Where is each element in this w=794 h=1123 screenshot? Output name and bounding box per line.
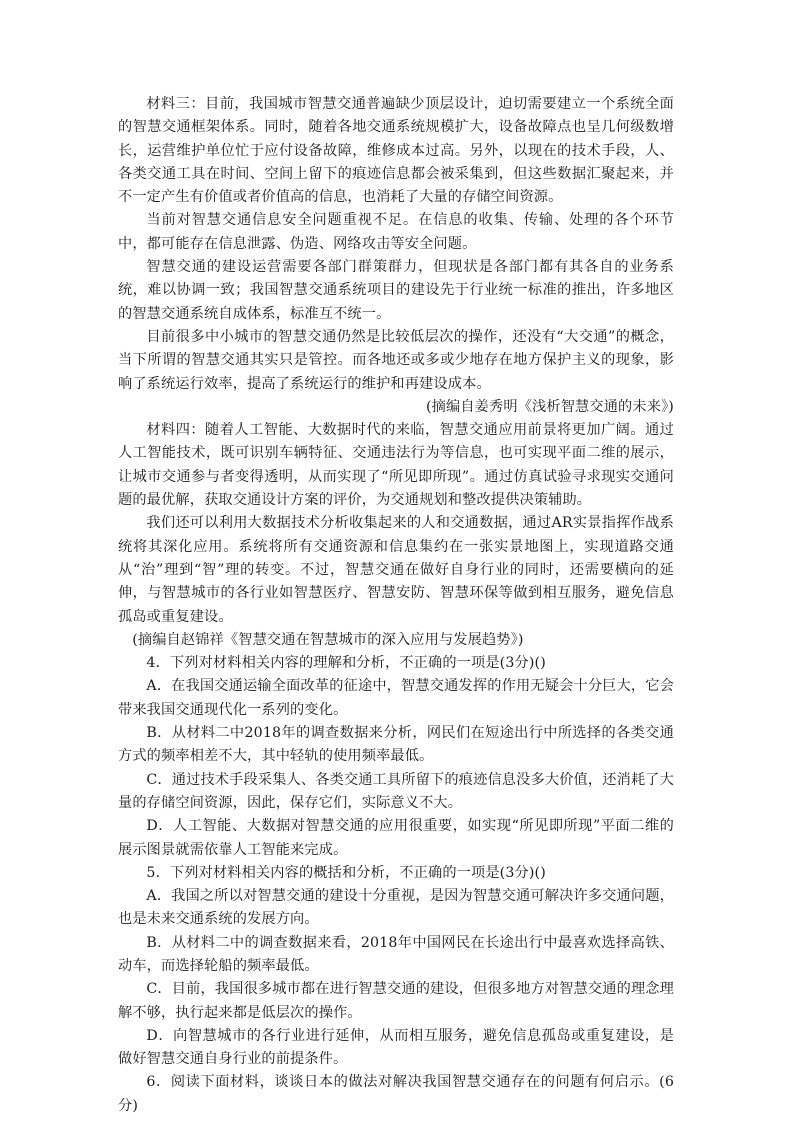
paragraph-coordination: 智慧交通的建设运营需要各部门群策群力，但现状是各部门都有其各自的业务系统，难以协调一致；我国智慧交通系统项目的建设先于行业统一标准的推出，许多地区的智慧交通系统自成体系，标准互不统一。: [118, 259, 674, 322]
question-4-stem: 4．下列对材料相关内容的理解和分析，不正确的一项是(3分)(): [146, 655, 546, 672]
question-4-option-c: C．通过技术手段采集人、各类交通工具所留下的痕迹信息没多大价值，还消耗了大量的存储空间资源，因此，保存它们，实际意义不大。: [118, 771, 674, 811]
question-5-option-a: A．我国之所以对智慧交通的建设十分重视，是因为智慧交通可解决许多交通问题，也是未来交通系统的发展方向。: [118, 888, 674, 928]
paragraph-small-cities: 目前很多中小城市的智慧交通仍然是比较低层次的操作，还没有“大交通”的概念，当下所谓的智慧交通其实只是管控。而各地还或多或少地存在地方保护主义的现象，影响了系统运行效率，提高了系统运行的维护和再建设成本。: [118, 328, 674, 392]
paragraph-material-four: 材料四：随着人工智能、大数据时代的来临，智慧交通应用前景将更加广阔。通过人工智能技术，既可识别车辆特征、交通违法行为等信息，也可实现平面二维的展示，让城市交通参与者变得透明，从而实现了“所见即所现”。通过仿真试验寻求现实交通问题的最优解，获取交通设计方案的评价，为交通规划和整改提供决策辅助。: [118, 422, 674, 509]
question-4-option-b: B．从材料二中2018年的调查数据来分析，网民们在短途出行中所选择的各类交通方式的频率相差不大，其中轻轨的使用频率最低。: [118, 725, 674, 765]
question-5-option-c: C．目前，我国很多城市都在进行智慧交通的建设，但很多地方对智慧交通的理念理解不够，执行起来都是低层次的操作。: [118, 981, 674, 1021]
question-6-stem: 6．阅读下面材料，谈谈日本的做法对解决我国智慧交通存在的问题有何启示。(6分): [118, 1074, 674, 1114]
source-citation-zhao: (摘编自赵锦祥《智慧交通在智慧城市的深入应用与发展趋势》): [132, 631, 524, 648]
question-4-option-d: D．人工智能、大数据对智慧交通的应用很重要，如实现“所见即所现”平面二维的展示图景就需依靠人工智能来完成。: [118, 818, 674, 858]
paragraph-big-data: 我们还可以利用大数据技术分析收集起来的人和交通数据，通过AR实景指挥作战系统将其深化应用。系统将所有交通资源和信息集约在一张实景地图上，实现道路交通从“治”理到“智”理的转变。不过，智慧交通在做好自身行业的同时，还需要横向的延伸，与智慧城市的各行业如智慧医疗、智慧安防、智慧环保等做到相互服务，避免信息孤岛或重复建设。: [118, 515, 674, 625]
question-4-option-a: A．在我国交通运输全面改革的征途中，智慧交通发挥的作用无疑会十分巨大，它会带来我国交通现代化一系列的变化。: [118, 678, 674, 718]
question-5-option-b: B．从材料二中的调查数据来看，2018年中国网民在长途出行中最喜欢选择高铁、动车，而选择轮船的频率最低。: [118, 934, 674, 974]
source-citation-jiang: (摘编自姜秀明《浅析智慧交通的未来》): [425, 398, 674, 415]
question-5-option-d: D．向智慧城市的各行业进行延伸，从而相互服务，避免信息孤岛或重复建设，是做好智慧交通自身行业的前提条件。: [118, 1027, 674, 1068]
paragraph-info-security: 当前对智慧交通信息安全问题重视不足。在信息的收集、传输、处理的各个环节中，都可能存在信息泄露、伪造、网络攻击等安全问题。: [118, 212, 674, 252]
paragraph-material-three: 材料三：目前，我国城市智慧交通普遍缺少顶层设计，迫切需要建立一个系统全面的智慧交通框架体系。同时，随着各地交通系统规模扩大，设备故障点也呈几何级数增长，运营维护单位忙于应付设备故障，维修成本过高。另外，以现在的技术手段，人、各类交通工具在时间、空间上留下的痕迹信息都会被采集到，但这些数据汇聚起来，并不一定产生有价值或者价值高的信息，也消耗了大量的存储空间资源。: [118, 96, 674, 206]
question-5-stem: 5．下列对材料相关内容的概括和分析，不正确的一项是(3分)(): [146, 864, 546, 881]
document-page: [118, 93, 674, 1118]
